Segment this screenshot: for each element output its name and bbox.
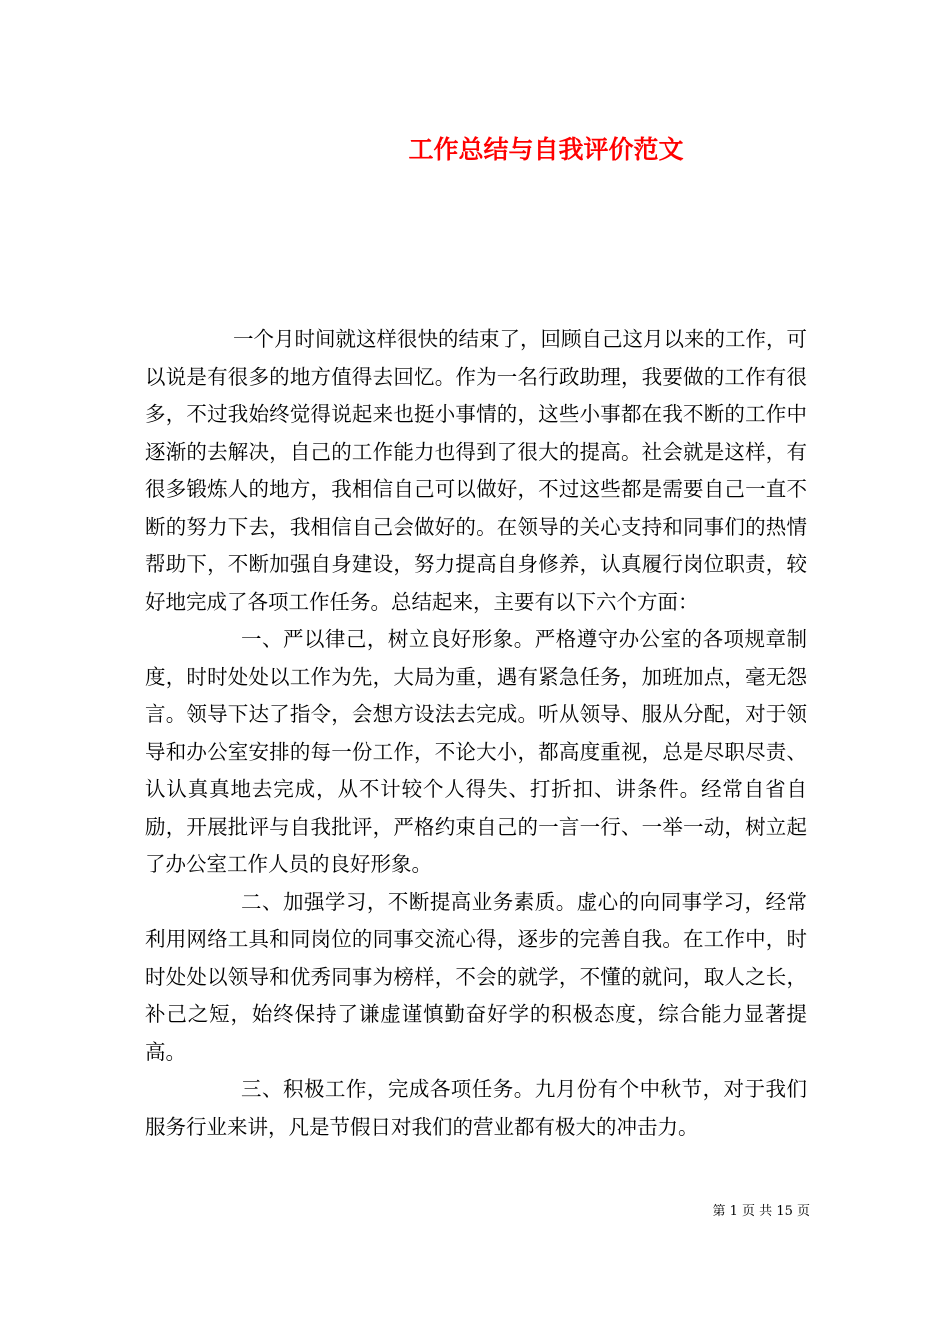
page-number-footer: 第 1 页 共 15 页	[712, 1204, 810, 1219]
document-title: 工作总结与自我评价范文	[408, 135, 684, 164]
document-body	[145, 321, 807, 1146]
paragraph-section-2: 二、加强学习，不断提高业务素质。虚心的向同事学习，经常利用网络工具和同岗位的同事交流心得，逐步的完善自我。在工作中，时时处处以领导和优秀同事为榜样，不会的就学，不懂的就问，取人之长，补己之短，始终保持了谦虚谨慎勤奋好学的积极态度，综合能力显著提高。	[145, 889, 807, 1064]
paragraph-section-3: 三、积极工作，完成各项任务。九月份有个中秋节，对于我们服务行业来讲，凡是节假日对我们的营业都有极大的冲击力。	[145, 1077, 807, 1139]
paragraph-intro: 一个月时间就这样很快的结束了，回顾自己这月以来的工作，可以说是有很多的地方值得去回忆。作为一名行政助理，我要做的工作有很多，不过我始终觉得说起来也挺小事情的，这些小事都在我不断的工作中逐渐的去解决，自己的工作能力也得到了很大的提高。社会就是这样，有很多锻炼人的地方，我相信自己可以做好，不过这些都是需要自己一直不断的努力下去，我相信自己会做好的。在领导的关心支持和同事们的热情帮助下，不断加强自身建设，努力提高自身修养，认真履行岗位职责，较好地完成了各项工作任务。总结起来，主要有以下六个方面：	[145, 327, 807, 614]
paragraph-section-1: 一、严以律己，树立良好形象。严格遵守办公室的各项规章制度，时时处处以工作为先，大局为重，遇有紧急任务，加班加点，毫无怨言。领导下达了指令，会想方设法去完成。听从领导、服从分配，对于领导和办公室安排的每一份工作，不论大小，都高度重视，总是尽职尽责、认认真真地去完成，从不计较个人得失、打折扣、讲条件。经常自省自励，开展批评与自我批评，严格约束自己的一言一行、一举一动，树立起了办公室工作人员的良好形象。	[145, 627, 807, 876]
